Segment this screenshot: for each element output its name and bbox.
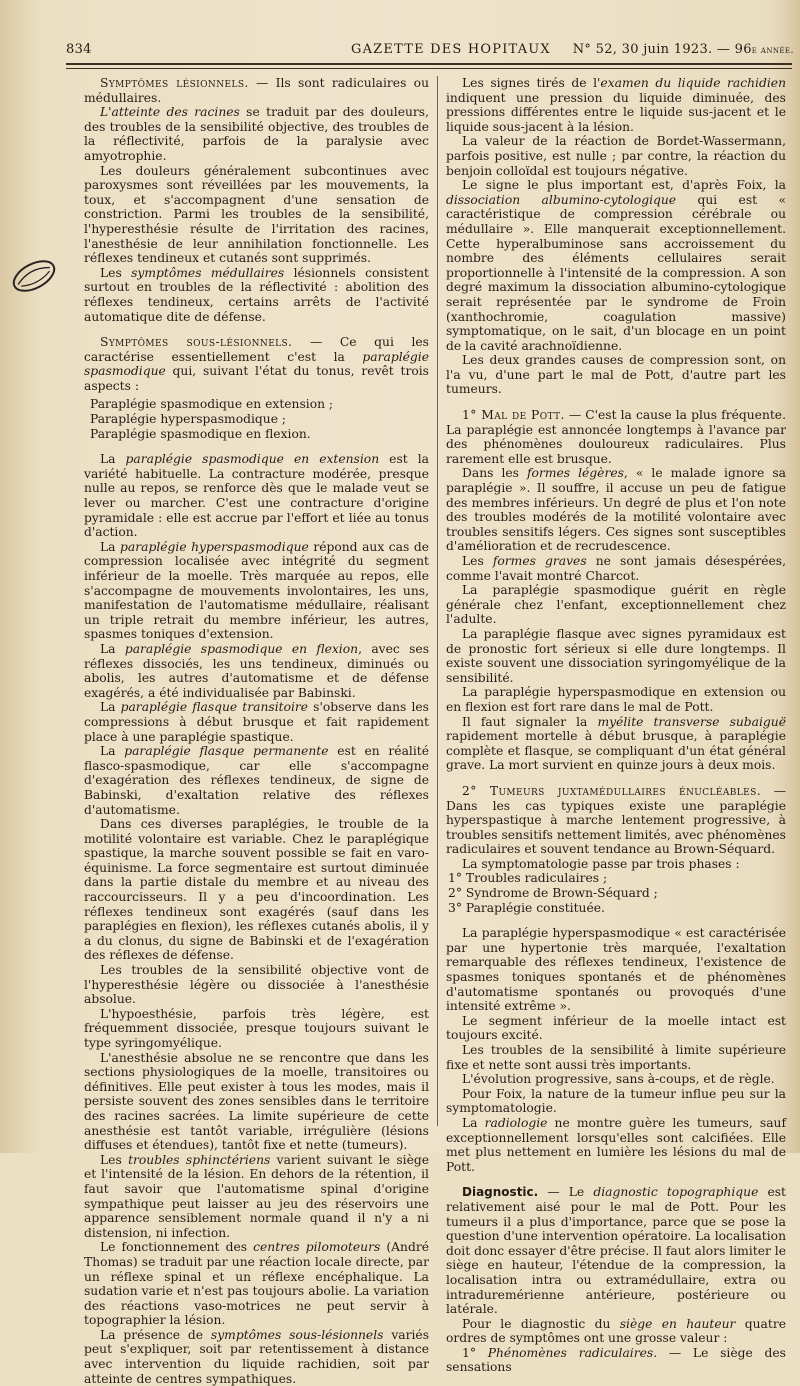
paragraph: La symptomatologie passe par trois phases :: [462, 856, 740, 871]
text: est en réalité flasco-spasmodique, car elle s'accompagne d'exagération des réflexes tendineux, de signe de Babinski, d'exaltation relative des réflexes d'automatisme.: [84, 744, 430, 817]
text: quatre ordres de symptômes ont une grosse valeur :: [446, 1316, 786, 1346]
text: Les: [100, 1152, 129, 1167]
emphasis: diagnostic topographique: [593, 1185, 759, 1200]
paragraph: Les troubles de la sensibilité objective vont de l'hyperesthésie légère ou dissociée à l'anesthésie absolue.: [84, 963, 429, 1007]
text: se traduit par des douleurs, des troubles de la sensibilité objective, des troubles de la réflectivité, parfois de la paralysie avec amyotrophie.: [84, 105, 429, 163]
paragraph: [84, 540, 429, 642]
section-heading: Symptômes lésionnels.: [100, 76, 249, 90]
paragraph: [84, 1328, 429, 1386]
text: Les signes tirés de l': [462, 76, 601, 90]
emphasis: dissociation albumino-cytologique: [446, 192, 677, 207]
text: — Le: [538, 1185, 594, 1200]
paragraph: [84, 700, 429, 744]
paragraph: [84, 642, 429, 700]
paragraph: [84, 76, 429, 105]
emphasis: paraplégie spasmodique: [84, 349, 429, 379]
emphasis: formes graves: [492, 554, 587, 568]
section-heading: Symptômes sous-lésionnels.: [100, 335, 293, 350]
text: Dans les: [462, 466, 527, 481]
library-stamp: [8, 246, 60, 306]
text: est la variété habituelle. La contracture modérée, presque nulle au repos, se renforce dès que le malade veut se lever ou marcher. C'est une contracture d'origine pyramidale : elle est accrue par l'effort et liée au tonus d'action.: [84, 452, 429, 540]
list-item: 1° Troubles radiculaires ;: [448, 871, 608, 886]
paragraph: Pour Foix, la nature de la tumeur influe peu sur la symptomatologie.: [446, 1086, 786, 1116]
emphasis: symptômes sous-lésionnels: [210, 1327, 384, 1342]
page-number: 834: [66, 42, 92, 57]
text: Le fonctionnement des: [100, 1240, 254, 1255]
header-rule-thin: [66, 68, 792, 69]
emphasis: troubles sphinctériens: [128, 1152, 271, 1167]
text: Il faut signaler la: [462, 714, 598, 729]
paragraph: Les douleurs généralement subcontinues avec paroxysmes sont réveillées par les mouvements, la toux, et s'accompagnent d'une sensation de constriction. Parmi les troubles de la sensibilité, l'hyperesthésie résulte de l'irritation des racines, l'anesthésie de leur annihilation fonctionnelle. Les réflexes tendineux et cutanés sont supprimés.: [84, 163, 429, 266]
text: qui est « caractéristique de compression cérébrale ou médullaire ». Elle manquerait exceptionnellement. Cette hyperalbuminose sans accroissement du nombre des éléments cellulaires serait proportionnelle à l'intensité de la compression. A son degré maximum la dissociation albumino-cytologique serait représentée par le syndrome de Froin (xanthochromie, coagulation massive) symptomatique, on le sait, d'un blocage en un point de la cavité arachnoïdienne.: [446, 192, 786, 353]
paragraph: [446, 76, 786, 134]
emphasis: myélite transverse subaiguë: [597, 714, 787, 729]
paragraph: [446, 554, 786, 583]
text: La: [100, 641, 125, 656]
text: Les: [100, 265, 132, 280]
text: La: [100, 539, 121, 554]
text: s'observe dans les compressions à début brusque et fait rapidement place à une paraplégie spastique.: [84, 700, 429, 744]
running-header: [66, 38, 794, 60]
paragraph: [446, 178, 786, 353]
list-item: Paraplégie spasmodique en flexion.: [90, 426, 311, 441]
text: , avec ses réflexes dissociés, les uns tendineux, diminués ou abolis, les autres d'automatisme et de défense exagérés, a été individualisée par Babinski.: [84, 641, 430, 700]
paragraph: L'hypoesthésie, parfois très légère, est fréquemment dissociée, presque toujours suivant le type syringomyélique.: [84, 1006, 429, 1050]
list-item: 2° Syndrome de Brown-Séquard ;: [448, 886, 658, 901]
paragraph: La paraplégie hyperspasmodique en extension ou en flexion est fort rare dans le mal de Pott.: [446, 685, 786, 714]
paragraph: La paraplégie hyperspasmodique « est caractérisée par une hypertonie très marquée, l'exaltation remarquable des réflexes tendineux, l'existence de spasmes toniques spontanés et de phénomènes d'automatisme spontanés ou provoqués d'une intensité extrême ».: [446, 926, 786, 1014]
section-heading: 2° Tumeurs juxtamédullaires énucléables.: [462, 783, 762, 798]
paragraph: Les deux grandes causes de compression sont, on l'a vu, d'une part le mal de Pott, d'autre part les tumeurs.: [446, 353, 786, 397]
paragraph: [446, 408, 786, 466]
column-divider: [437, 76, 438, 1126]
text: indiquent une pression du liquide diminuée, des pressions différentes entre le liquide sus-jacent et le liquide sous-jacent à la lésion.: [446, 90, 786, 134]
journal-title: GAZETTE DES HOPITAUX: [351, 42, 551, 57]
paragraph: La paraplégie spasmodique guérit en règle générale chez l'enfant, exceptionnellement chez l'adulte.: [446, 583, 786, 627]
text: est relativement aisé pour le mal de Pott. Pour les tumeurs il a plus d'importance, parce que se pose la question d'une intervention opératoire. La localisation doit donc essayer d'être précise. Il faut alors limiter le siège en hauteur, l'étendue de la compression, la localisation intra ou extramédullaire, extra ou intraduremérienne antérieure, postérieure ou latérale.: [446, 1185, 786, 1317]
text: — Dans les cas typiques existe une paraplégie hyperspastique à marche lentement progressive, à troubles sensitifs nettement limités, avec phénomènes radiculaires et souvent tendance au Brown-Séquard.: [446, 783, 786, 857]
text: variés peut s'expliquer, soit par retentissement à distance avec intervention du liquide rachidien, soit par atteinte de centres sympathiques.: [84, 1327, 429, 1386]
emphasis: radiologie: [484, 1115, 548, 1130]
text: La: [462, 1115, 485, 1130]
text: Pour le diagnostic du: [462, 1316, 620, 1331]
emphasis: Phénomènes radiculaires.: [487, 1345, 658, 1360]
text: rapidement mortelle à début brusque, à paraplégie complète et flasque, se compliquant d'un état général grave. La mort survient en quinze jours à deux mois.: [446, 729, 786, 773]
paragraph: [446, 1317, 786, 1346]
list-item: Paraplégie spasmodique en extension ;: [90, 397, 334, 412]
paragraph: [84, 1240, 429, 1328]
text: — C'est la cause la plus fréquente. La paraplégie est annoncée longtemps à l'avance par des phénomènes douloureux radiculaires. Plus rarement elle est brusque.: [446, 408, 786, 466]
issue-year: e année.: [751, 45, 794, 56]
text: La: [100, 744, 125, 759]
section-heading: 1° Mal de Pott.: [462, 408, 565, 423]
paragraph: [84, 452, 429, 540]
paragraph: Le segment inférieur de la moelle intact est toujours excité.: [446, 1013, 786, 1043]
issue-date: N° 52, 30 juin 1923. — 96: [572, 42, 752, 57]
text: ne sont jamais désespérées, comme l'avait montré Charcot.: [446, 554, 786, 583]
paragraph: [446, 715, 786, 773]
paragraph: La paraplégie flasque avec signes pyramidaux est de pronostic fort sérieux si elle dure longtemps. Il existe souvent une dissociation syringomyélique de la sensibilité.: [446, 626, 786, 685]
text: — Ce qui les caractérise essentiellement c'est la: [84, 335, 429, 364]
list-item: Paraplégie hyperspasmodique ;: [90, 412, 287, 427]
right-column: [446, 76, 786, 1375]
text: varient suivant le siège et l'intensité de la lésion. En dehors de la rétention, il faut savoir que l'automatisme spinal d'origine sympathique peut laisser au jeu des réservoirs une apparence sensiblement normale quand il n'y a ni distension, ni infection.: [84, 1152, 429, 1240]
text: La: [100, 452, 126, 467]
text: La présence de: [100, 1327, 211, 1342]
text: qui, suivant l'état du tonus, revêt trois aspects :: [84, 364, 429, 393]
emphasis: paraplégie hyperspasmodique: [120, 539, 309, 554]
text: La: [100, 700, 121, 715]
header-rule: [66, 63, 792, 65]
paragraph: [446, 466, 786, 554]
paragraph: Dans ces diverses paraplégies, le trouble de la motilité volontaire est variable. Chez le paraplégique spastique, la marche souvent possible se fait en varo-équinisme. La force segmentaire est surtout diminuée dans la partie distale du membre et au niveau des raccourcisseurs. Il y a peu d'incoordination. Les réflexes tendineux sont exagérés (sauf dans les paraplégies en flexion), les réflexes cutanés abolis, il y a du clonus, du signe de Babinski et de l'exagération des réflexes de défense.: [84, 817, 429, 963]
text: Le signe le plus important est, d'après Foix, la: [462, 178, 786, 193]
paragraph: L'évolution progressive, sans à-coups, et de règle.: [462, 1072, 775, 1087]
paragraph: La valeur de la réaction de Bordet-Wassermann, parfois positive, est nulle ; par contre, la réaction du benjoin colloïdal est toujours négative.: [446, 134, 786, 178]
paragraph: [84, 744, 429, 817]
text: — Ils sont radiculaires ou médullaires.: [84, 76, 430, 105]
text: lésionnels consistent surtout en troubles de la réflectivité : abolition des réflexes tendineux, certains arrêts de l'activité automatique dite de défense.: [84, 265, 429, 324]
paragraph: [84, 266, 429, 324]
text: répond aux cas de compression localisée avec intégrité du segment inférieur de la moelle. Très marquée au repos, elle s'accompagne de mouvements involontaires, les uns, manifestation de l'automatisme médullaire, réalisant un triple retrait du membre inférieur, les autres, spasmes toniques d'extension.: [84, 539, 429, 642]
emphasis: symptômes médullaires: [131, 265, 285, 280]
text: (André Thomas) se traduit par une réaction locale directe, par un réflexe spinal et un réflexe encéphalique. La sudation varie et n'est pas toujours abolie. La variation des réactions vaso-motrices ne peut servir à topographier la lésion.: [84, 1240, 429, 1328]
paragraph: Les troubles de la sensibilité à limite supérieure fixe et nette sont aussi très importants.: [446, 1043, 786, 1072]
text: 1°: [462, 1345, 488, 1360]
left-column: [84, 76, 429, 1386]
paragraph: [84, 335, 429, 393]
text: — Le siège des sensations: [446, 1345, 786, 1375]
paragraph: [446, 784, 786, 857]
text: ne montre guère les tumeurs, sauf exceptionnellement lorsqu'elles sont calcifiées. Elle met plus nettement en lumière les lésions du mal de Pott.: [446, 1115, 787, 1174]
section-heading: Diagnostic.: [462, 1185, 539, 1200]
issue-info: [573, 42, 794, 57]
emphasis: examen du liquide rachidien: [600, 76, 786, 90]
paragraph: [84, 1153, 429, 1241]
emphasis: paraplégie flasque transitoire: [120, 700, 309, 715]
paragraph: [84, 105, 429, 163]
list-item: 3° Paraplégie constituée.: [448, 900, 605, 915]
text: , « le malade ignore sa paraplégie ». Il souffre, il accuse un peu de fatigue des membres inférieurs. Un degré de plus et l'on note des troubles modérés de la motilité volontaire avec troubles sensitifs légers. Ces signes sont susceptibles d'amélioration et de recrudescence.: [446, 466, 786, 554]
paragraph: [446, 1116, 786, 1174]
emphasis: centres pilomoteurs: [253, 1240, 381, 1255]
paragraph: [446, 1346, 786, 1375]
emphasis: paraplégie spasmodique en flexion: [124, 641, 359, 656]
text: Les: [462, 554, 493, 568]
emphasis: paraplégie flasque permanente: [124, 744, 329, 759]
paragraph: L'anesthésie absolue ne se rencontre que dans les sections physiologiques de la moelle, transitoires ou définitives. Elle peut exister à tous les modes, mais il persiste souvent des zones sensibles dans le territoire des racines sacrées. La limite supérieure de cette anesthésie est tantôt variable, irrégulière (lésions diffuses et étendues), tantôt fixe et nette (tumeurs).: [84, 1050, 429, 1153]
emphasis: formes légères: [526, 466, 624, 481]
emphasis: siège en hauteur: [619, 1316, 736, 1331]
emphasis: paraplégie spasmodique en extension: [125, 452, 380, 467]
emphasis: L'atteinte des racines: [100, 105, 240, 120]
paragraph: [446, 1185, 786, 1316]
